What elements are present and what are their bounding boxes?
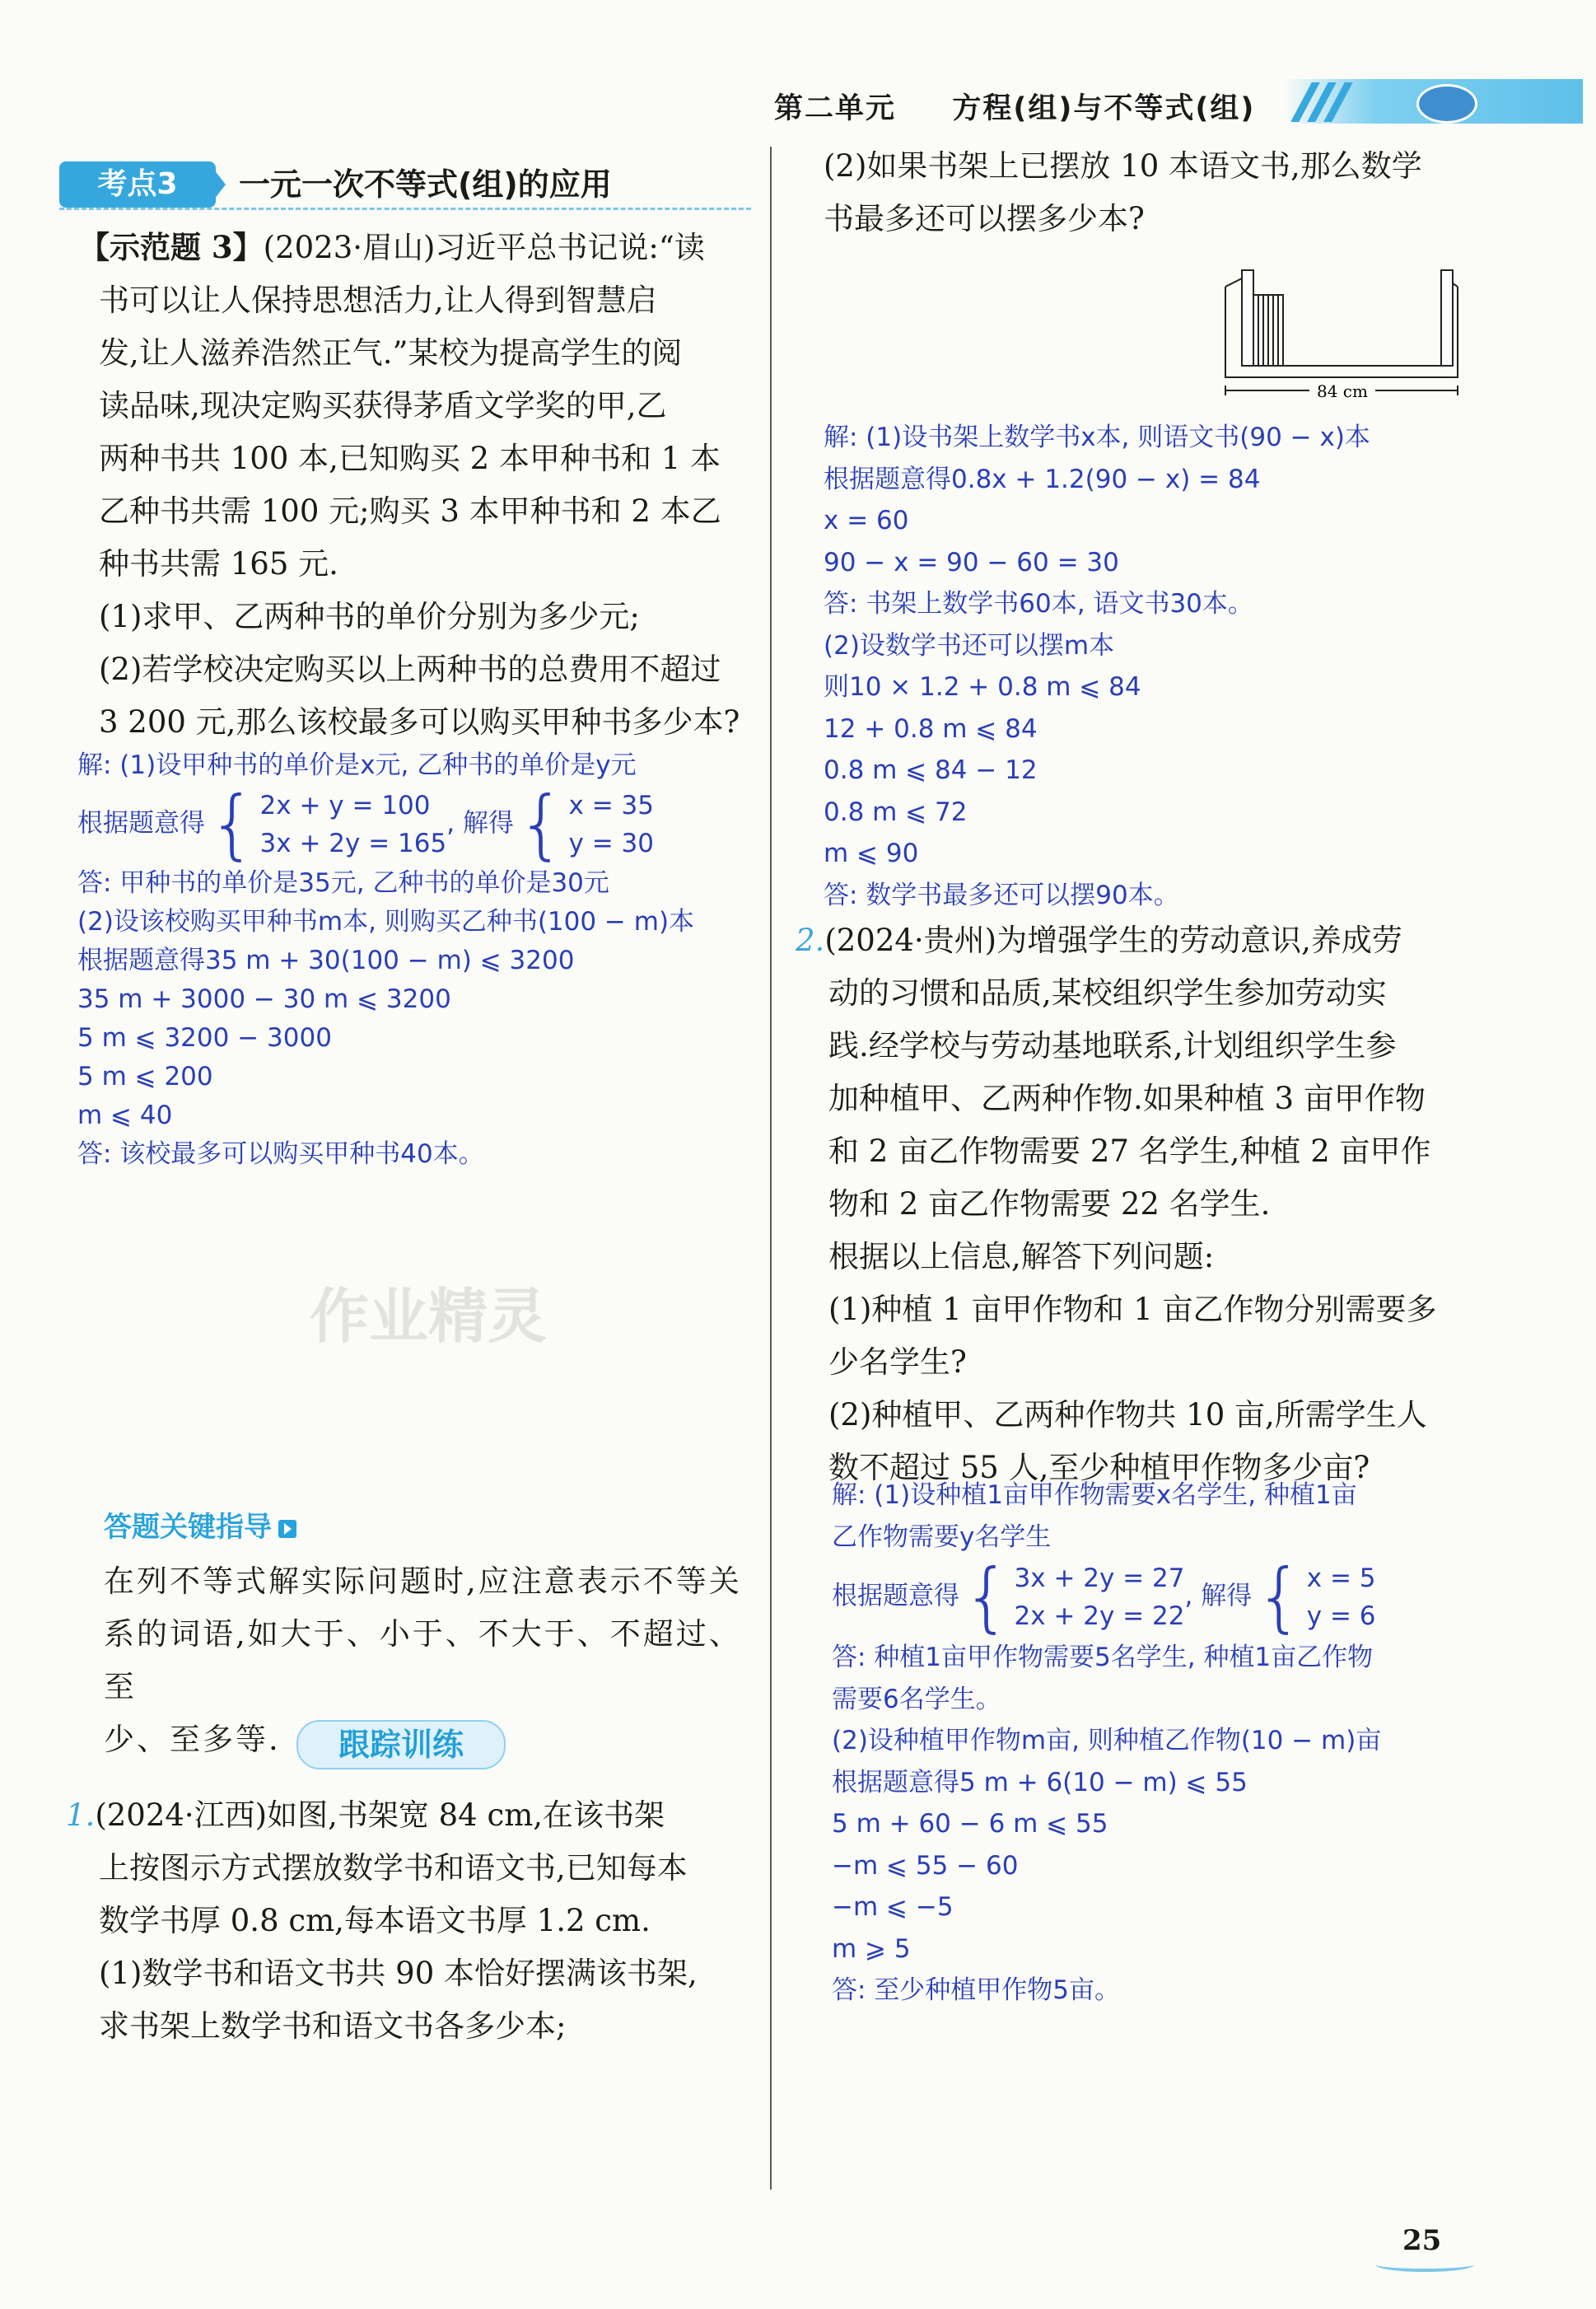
example-question-2-cont: 3 200 元,那么该校最多可以购买甲种书多少本?	[99, 704, 740, 740]
play-icon	[278, 1520, 296, 1538]
header-title	[774, 86, 1255, 127]
section-underline	[59, 208, 751, 210]
solution-line: 5 m ⩽ 3200 − 3000	[77, 1023, 332, 1053]
tracking-title: 跟踪训练	[296, 1720, 506, 1769]
example-solution	[77, 746, 753, 1174]
example-question-2: (2)若学校决定购买以上两种书的总费用不超过	[99, 652, 721, 687]
guide-text: 在列不等式解实际问题时,应注意表示不等关 系的词语,如大于、小于、不大于、不超过、至 少、至多等.	[104, 1563, 742, 1757]
question-number: 2.	[796, 923, 825, 958]
example-line-2: 发,让人滋养浩然正气.”某校为提高学生的阅	[99, 335, 683, 371]
example-line-3: 读品味,现决定购买获得茅盾文学奖的甲,乙	[99, 388, 667, 423]
page-number-decoration	[1375, 2257, 1474, 2272]
figure-label: 84 cm	[1317, 381, 1368, 401]
example-line-5: 乙种书共需 100 元;购买 3 本甲种书和 2 本乙	[99, 493, 721, 529]
example-line-6: 种书共需 165 元.	[99, 546, 338, 582]
page-number: 25	[1402, 2224, 1442, 2257]
solution-line: 答: 甲种书的单价是35元, 乙种书的单价是30元	[77, 868, 609, 898]
bookshelf-figure	[1219, 262, 1466, 402]
example-question-1: (1)求甲、乙两种书的单价分别为多少元;	[99, 599, 640, 634]
example-label: 【示范题 3】	[79, 229, 264, 265]
question-2-solution: 解: (1)设种植1亩甲作物需要x名学生, 种植1亩 乙作物需要y名学生 根据题意得{ 3x + 2y = 27 2x + 2y = 22, 解得{ x = 5 y = 6 答: 种植1亩甲作物需要5名学生, 种植1亩乙作物 需要6名学生。 (2)设种植甲作物m亩, 则种植乙作物(10 − m)亩 根据题意得5 m + 6(10 − m) ⩽ 55 5 m + 60 − 6 m ⩽ 55 −m ⩽ 55 − 60 −m ⩽ −5 m ⩾ 5 答: 至少种植甲作物5亩。	[832, 1475, 1556, 2012]
section-title: 一元一次不等式(组)的应用	[239, 166, 612, 203]
header-topic: 方程(组)与不等式(组)	[952, 92, 1256, 125]
question-1-part-2: (2)如果书架上已摆放 10 本语文书,那么数学 书最多还可以摆多少本?	[824, 148, 1422, 236]
solution-line: 35 m + 3000 − 30 m ⩽ 3200	[77, 984, 451, 1014]
header-logo-icon	[1416, 84, 1477, 124]
section-tag: 考点3	[59, 161, 216, 208]
solution-line: 根据题意得35 m + 30(100 − m) ⩽ 3200	[77, 946, 575, 975]
example-line-4: 两种书共 100 本,已知购买 2 本甲种书和 1 本	[99, 441, 721, 476]
header-unit: 第二单元	[774, 92, 897, 125]
solution-system: 根据题意得{ 2x + y = 100 3x + 2y = 165, 解得{ x = 35 y = 30	[77, 780, 654, 868]
solution-line: (2)设该校购买甲种书m本, 则购买乙种书(100 − m)本	[77, 907, 695, 937]
solution-system: 根据题意得{ 3x + 2y = 27 2x + 2y = 22, 解得{ x = 5 y = 6	[832, 1553, 1376, 1641]
section-tag-arrow	[208, 161, 226, 208]
example-line-0: 【示范题 3】(2023·眉山)习近平总书记说:“读	[79, 229, 705, 265]
question-number: 1.	[66, 1797, 96, 1833]
example-problem	[79, 221, 754, 749]
solution-line: 解: (1)设甲种书的单价是x元, 乙种书的单价是y元	[77, 750, 637, 780]
question-2: 2.(2024·贵州)为增强学生的劳动意识,养成劳 动的习惯和品质,某校组织学生参加劳动实 践.经学校与劳动基地联系,计划组织学生参 加种植甲、乙两种作物.如果种植 3 亩甲作物 和 2 亩乙作物需要 27 名学生,种植 2 亩甲作 物和 2 亩乙作物需要 22 名学生. 根据以上信息,解答下列问题: (1)种植 1 亩甲作物和 1 亩乙作物分别需要多 少名学生? (2)种植甲、乙两种作物共 10 亩,所需学生人 数不超过 55 人,至少种植甲作物多少亩?	[796, 923, 1437, 1485]
column-divider	[770, 147, 772, 2190]
example-line-1: 书可以让人保持思想活力,让人得到智慧启	[99, 283, 657, 318]
watermark: 作业精灵	[310, 1282, 548, 1351]
solution-line: m ⩽ 40	[77, 1101, 173, 1130]
solution-line: 5 m ⩽ 200	[77, 1062, 213, 1091]
question-1: 1.(2024·江西)如图,书架宽 84 cm,在该书架 上按图示方式摆放数学书和语文书,已知每本 数学书厚 0.8 cm,每本语文书厚 1.2 cm. (1)数学书和语文书共 90 本恰好摆满该书架, 求书架上数学书和语文书各多少本;	[66, 1797, 698, 2044]
guide-title: 答题关键指导	[104, 1504, 296, 1545]
question-1-solution: 解: (1)设书架上数学书x本, 则语文书(90 − x)本 根据题意得0.8x + 1.2(90 − x) = 84 x = 60 90 − x = 90 − 60 = 30 答: 书架上数学书60本, 语文书30本。 (2)设数学书还可以摆m本 则10 × 1.2 + 0.8 m ⩽ 84 12 + 0.8 m ⩽ 84 0.8 m ⩽ 84 − 12 0.8 m ⩽ 72 m ⩽ 90 答: 数学书最多还可以摆90本。	[824, 423, 1370, 910]
solution-line: 答: 该校最多可以购买甲种书40本。	[77, 1139, 484, 1169]
